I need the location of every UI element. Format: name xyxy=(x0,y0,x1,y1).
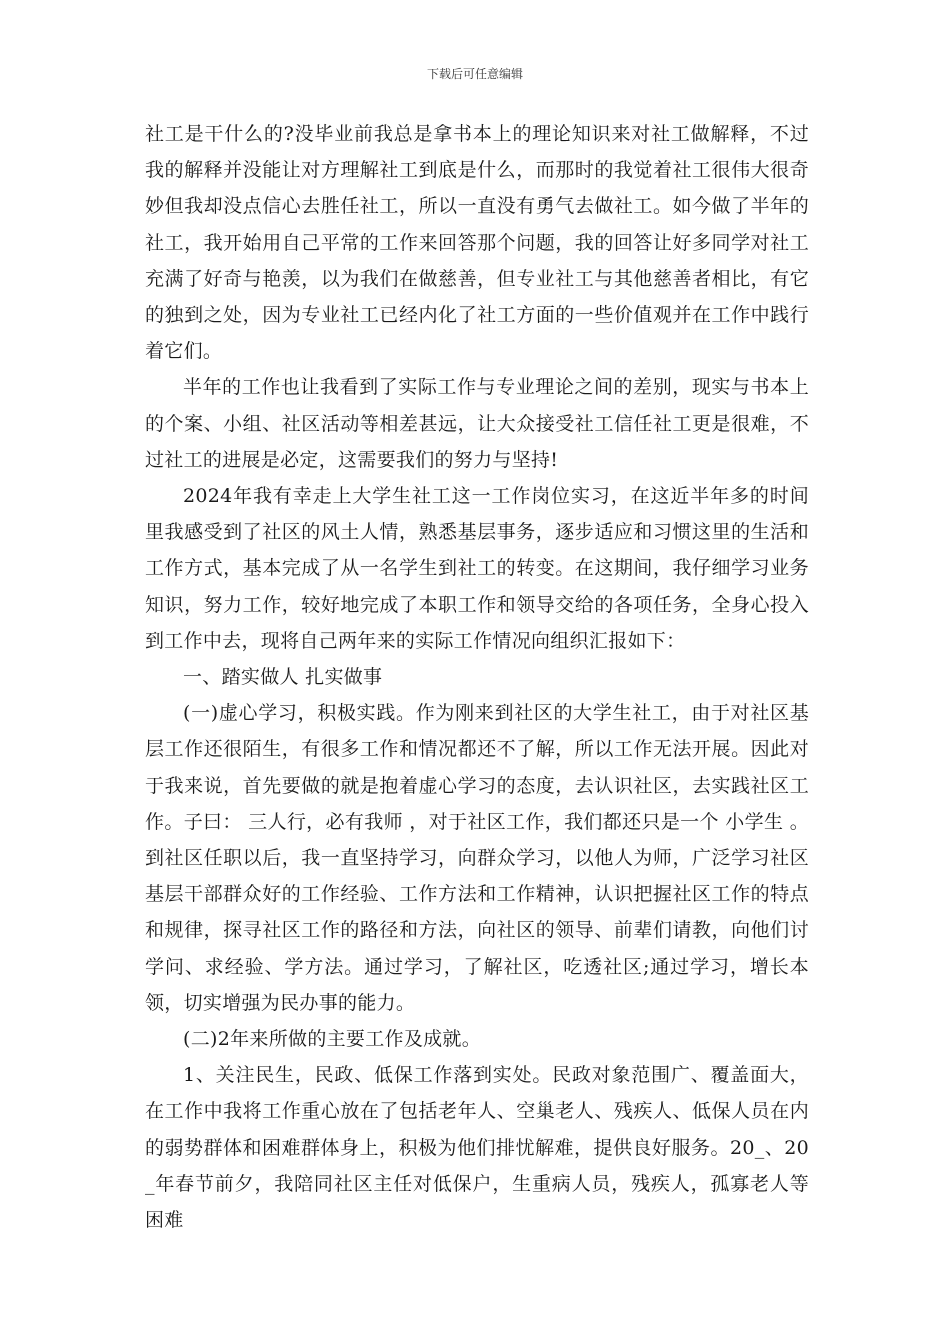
section-heading-1: 一、踏实做人 扎实做事 xyxy=(183,666,383,689)
paragraph-2: 半年的工作也让我看到了实际工作与专业理论之间的差别，现实与书本上的个案、小组、社区活动等相差甚远，让大众接受社工信任社工更是很难，不过社工的进展是必定，这需要我们的努力与坚持! xyxy=(145,376,809,471)
subsection-heading-2: (二)2年来所做的主要工作及成就。 xyxy=(183,1028,482,1051)
page-header: 下载后可任意编辑 xyxy=(426,67,523,81)
paragraph-5: 1、关注民生，民政、低保工作落到实处。民政对象范围广、覆盖面大，在工作中我将工作重心放在了包括老年人、空巢老人、残疾人、低保人员在内的弱势群体和困难群体身上，积极为他们排忧解难，提供良好服务。20_、20_年春节前夕，我陪同社区主任对低保户，生重病人员，残疾人，孤寡老人等困难 xyxy=(145,1064,809,1232)
paragraph-4: (一)虚心学习，积极实践。作为刚来到社区的大学生社工，由于对社区基层工作还很陌生，有很多工作和情况都还不了解，所以工作无法开展。因此对于我来说，首先要做的就是抱着虚心学习的态度，去认识社区，去实践社区工作。子曰： 三人行，必有我师 ，对于社区工作，我们都还只是一个 小学生 。到社区任职以后，我一直坚持学习，向群众学习，以他人为师，广泛学习社区基层干部群众好的工作经验、工作方法和工作精神，认识把握社区工作的特点和规律，探寻社区工作的路径和方法，向社区的领导、前辈们请教，向他们讨学问、求经验、学方法。通过学习，了解社区，吃透社区;通过学习，增长本领，切实增强为民办事的能力。 xyxy=(145,702,809,1014)
document-body xyxy=(145,116,809,1238)
paragraph-3: 2024年我有幸走上大学生社工这一工作岗位实习，在这近半年多的时间里我感受到了社区的风土人情，熟悉基层事务，逐步适应和习惯这里的生活和工作方式，基本完成了从一名学生到社工的转变。在这期间，我仔细学习业务知识，努力工作，较好地完成了本职工作和领导交给的各项任务，全身心投入到工作中去，现将自己两年来的实际工作情况向组织汇报如下： xyxy=(145,485,809,652)
paragraph-1: 社工是干什么的?没毕业前我总是拿书本上的理论知识来对社工做解释，不过我的解释并没能让对方理解社工到底是什么，而那时的我觉着社工很伟大很奇妙但我却没点信心去胜任社工，所以一直没有勇气去做社工。如今做了半年的社工，我开始用自己平常的工作来回答那个问题，我的回答让好多同学对社工充满了好奇与艳羡，以为我们在做慈善，但专业社工与其他慈善者相比，有它的独到之处，因为专业社工已经内化了社工方面的一些价值观并在工作中践行着它们。 xyxy=(145,123,809,363)
